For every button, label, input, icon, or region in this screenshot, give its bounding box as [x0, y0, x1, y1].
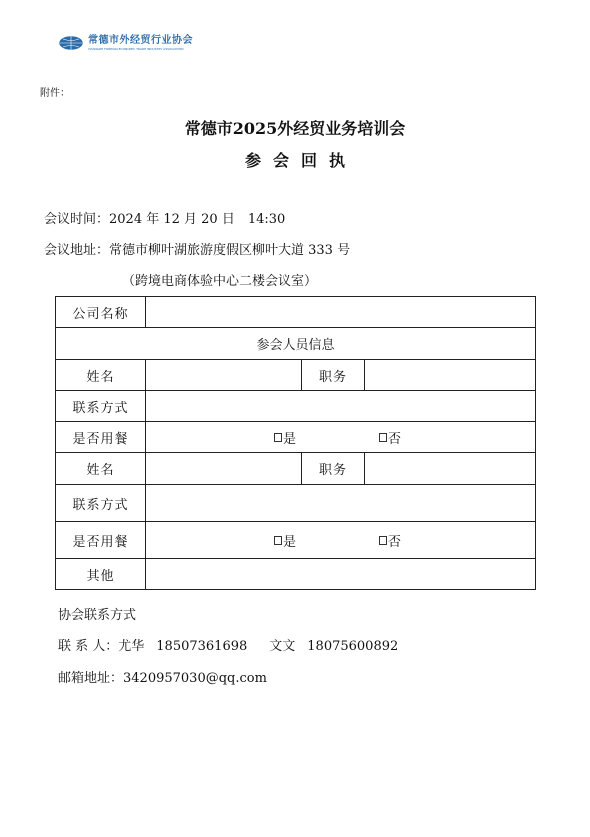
globe-icon: [58, 35, 84, 51]
attendee-position-label: 职务: [302, 360, 365, 391]
meal-no-checkbox[interactable]: [379, 433, 387, 442]
meal-no-option[interactable]: [379, 531, 401, 550]
other-label: 其他: [56, 559, 146, 590]
association-contact-heading: 协会联系方式: [58, 608, 137, 623]
attendee-meal-options: [146, 422, 536, 453]
meal-yes-option[interactable]: [274, 428, 296, 447]
meal-yes-label: 是: [283, 431, 297, 447]
attendee-contact-label: 联系方式: [56, 485, 146, 522]
attendee-name-label: 姓名: [56, 360, 146, 391]
logo-name: 常德市外经贸行业协会: [88, 35, 193, 46]
table-row: [56, 559, 536, 590]
attendee-contact-field[interactable]: [146, 391, 536, 422]
attendee-contact-label: 联系方式: [56, 391, 146, 422]
meeting-address: 会议地址：常德市柳叶湖旅游度假区柳叶大道 333 号: [44, 243, 351, 258]
attendee-meal-label: 是否用餐: [56, 522, 146, 559]
meeting-time: 会议时间：2024 年 12 月 20 日 14:30: [44, 212, 286, 227]
meal-yes-option[interactable]: [274, 531, 296, 550]
meal-no-label: 否: [388, 534, 402, 550]
contact-person-2-name: 文文: [269, 639, 296, 654]
table-row: [56, 360, 536, 391]
meal-yes-label: 是: [283, 534, 297, 550]
table-row: [56, 453, 536, 485]
contact-person-1-name: 尤华: [118, 639, 145, 654]
table-row: [56, 391, 536, 422]
table-row: [56, 328, 536, 360]
contact-person-2-phone: 18075600892: [307, 639, 399, 654]
meal-no-option[interactable]: [379, 428, 401, 447]
document-subtitle: 参会回执: [244, 151, 357, 170]
meal-yes-checkbox[interactable]: [274, 536, 282, 545]
attendee-contact-field[interactable]: [146, 485, 536, 522]
attendee-name-field[interactable]: [146, 453, 302, 485]
table-row: [56, 297, 536, 328]
meal-yes-checkbox[interactable]: [274, 433, 282, 442]
attendee-position-field[interactable]: [365, 360, 536, 391]
attendee-section-header: 参会人员信息: [56, 328, 536, 360]
contact-person-label: 联 系 人：: [58, 639, 119, 654]
attendee-position-label: 职务: [302, 453, 365, 485]
association-contact-persons: [58, 635, 398, 654]
attendee-name-label: 姓名: [56, 453, 146, 485]
association-contact-email: [58, 667, 267, 686]
meal-no-checkbox[interactable]: [379, 536, 387, 545]
table-row: [56, 422, 536, 453]
attendee-meal-options: [146, 522, 536, 559]
company-name-label: 公司名称: [56, 297, 146, 328]
contact-person-1-phone: 18507361698: [156, 639, 248, 654]
table-row: [56, 485, 536, 522]
email-label: 邮箱地址：: [58, 671, 124, 686]
registration-form-table: [55, 296, 536, 590]
company-name-field[interactable]: [146, 297, 536, 328]
meal-no-label: 否: [388, 431, 402, 447]
table-row: [56, 522, 536, 559]
association-logo: [58, 35, 193, 51]
attendee-meal-label: 是否用餐: [56, 422, 146, 453]
attendee-position-field[interactable]: [365, 453, 536, 485]
attachment-label: 附件：: [40, 88, 70, 99]
logo-subtext: CHANGDE FOREIGN ECONOMIC TRADE INDUSTRY ASSOCIATION: [88, 47, 184, 51]
meeting-address-detail: （跨境电商体验中心二楼会议室）: [122, 274, 318, 289]
document-title: 常德市2025外经贸业务培训会: [184, 119, 406, 138]
logo-text-group: [88, 35, 193, 51]
other-field[interactable]: [146, 559, 536, 590]
attendee-name-field[interactable]: [146, 360, 302, 391]
email-address: 3420957030@qq.com: [123, 671, 267, 686]
